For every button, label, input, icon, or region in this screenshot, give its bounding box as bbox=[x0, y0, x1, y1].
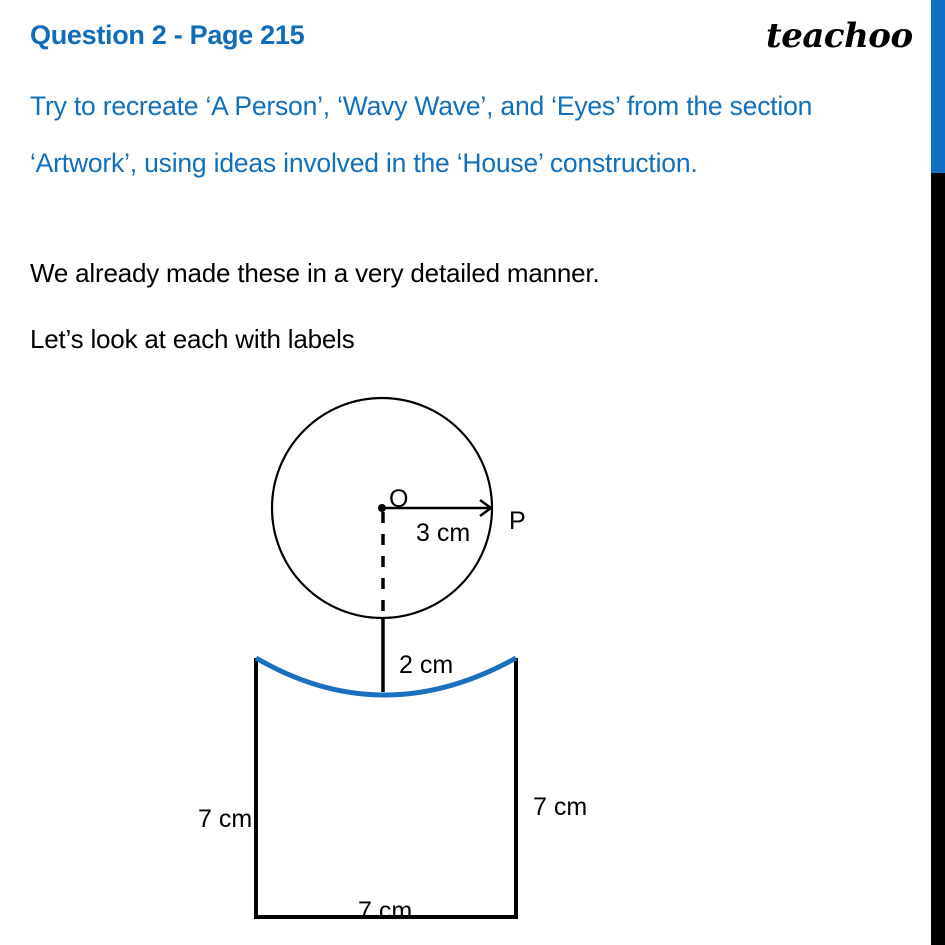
right-side-label: 7 cm bbox=[533, 793, 588, 821]
left-side-label: 7 cm bbox=[198, 805, 253, 833]
body-line-2: Let’s look at each with labels bbox=[30, 324, 355, 354]
body-line-1: We already made these in a very detailed manner. bbox=[30, 258, 600, 288]
radius-label: 3 cm bbox=[416, 519, 471, 547]
bottom-label: 7 cm bbox=[358, 897, 413, 925]
question-text: Try to recreate ‘A Person’, ‘Wavy Wave’, and ‘Eyes’ from the section ‘Artwork’, using ideas involved in the ‘House’ construction. bbox=[30, 91, 813, 178]
center-label: O bbox=[389, 485, 409, 513]
teachoo-logo: teachoo bbox=[766, 16, 913, 56]
shoulder-arc bbox=[256, 658, 516, 695]
point-label: P bbox=[509, 507, 526, 535]
page-title: Question 2 - Page 215 bbox=[30, 20, 305, 50]
neck-label: 2 cm bbox=[399, 651, 454, 679]
